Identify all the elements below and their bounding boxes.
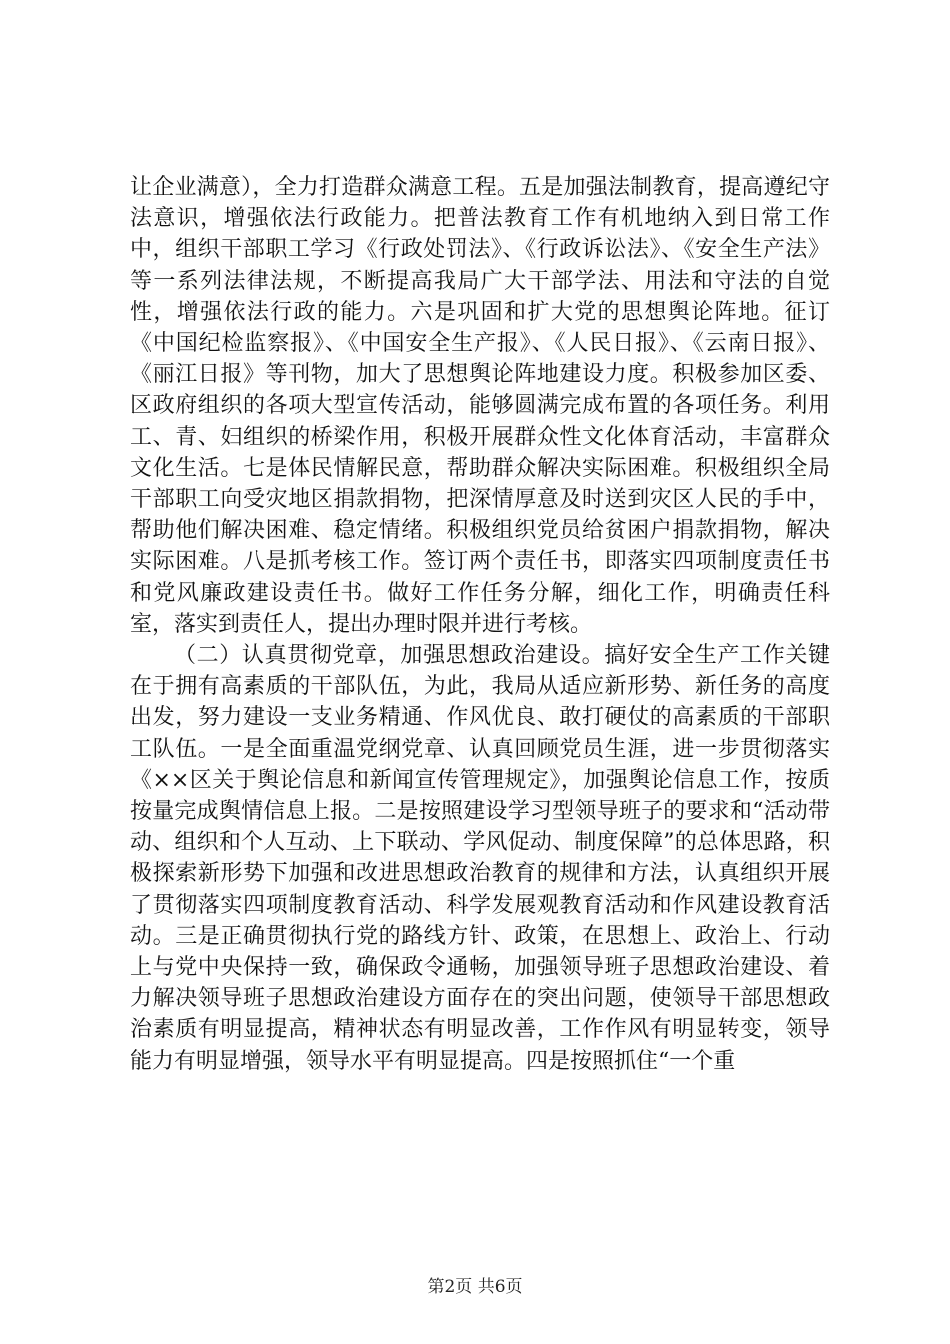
paragraph-section-two: （二）认真贯彻党章，加强思想政治建设。搞好安全生产工作关键在于拥有高素质的干部队伍，为此，我局从适应新形势、新任务的高度出发，努力建设一支业务精通、作风优良、敢打硬仗的高素质的干部职工队伍。一是全面重温党纲党章、认真回顾党员生涯，进一步贯彻落实《××区关于舆论信息和新闻宣传管理规定》，加强舆论信息工作，按质按量完成舆情信息上报。二是按照建设学习型领导班子的要求和“活动带动、组织和个人互动、上下联动、学风促动、制度保障”的总体思路，积极探索新形势下加强和改进思想政治教育的规律和方法，认真组织开展了贯彻落实四项制度教育活动、科学发展观教育活动和作风建设教育活动。三是正确贯彻执行党的路线方针、政策，在思想上、政治上、行动上与党中央保持一致，确保政令通畅，加强领导班子思想政治建设、着力解决领导班子思想政治建设方面存在的突出问题，使领导干部思想政治素质有明显提高，精神状态有明显改善，工作作风有明显转变，领导能力有明显增强，领导水平有明显提高。四是按照抓住“一个重 (130, 643, 830, 1074)
paragraph-continuation: 让企业满意），全力打造群众满意工程。五是加强法制教育，提高遵纪守法意识，增强依法行政能力。把普法教育工作有机地纳入到日常工作中，组织干部职工学习《行政处罚法》、《行政诉讼法》、《安全生产法》等一系列法律法规，不断提高我局广大干部学法、用法和守法的自觉性，增强依法行政的能力。六是巩固和扩大党的思想舆论阵地。征订《中国纪检监察报》、《中国安全生产报》、《人民日报》、《云南日报》、《丽江日报》等刊物，加大了思想舆论阵地建设力度。积极参加区委、区政府组织的各项大型宣传活动，能够圆满完成布置的各项任务。利用工、青、妇组织的桥梁作用，积极开展群众性文化体育活动，丰富群众文化生活。七是体民情解民意，帮助群众解决实际困难。积极组织全局干部职工向受灾地区捐款捐物，把深情厚意及时送到灾区人民的手中，帮助他们解决困难、稳定情绪。积极组织党员给贫困户捐款捐物，解决实际困难。八是抓考核工作。签订两个责任书，即落实四项制度责任书和党风廉政建设责任书。做好工作任务分解，细化工作，明确责任科室，落实到责任人，提出办理时限并进行考核。 (130, 175, 830, 637)
document-body (130, 172, 830, 1077)
page-number-footer: 第2页 共6页 (427, 1277, 523, 1297)
